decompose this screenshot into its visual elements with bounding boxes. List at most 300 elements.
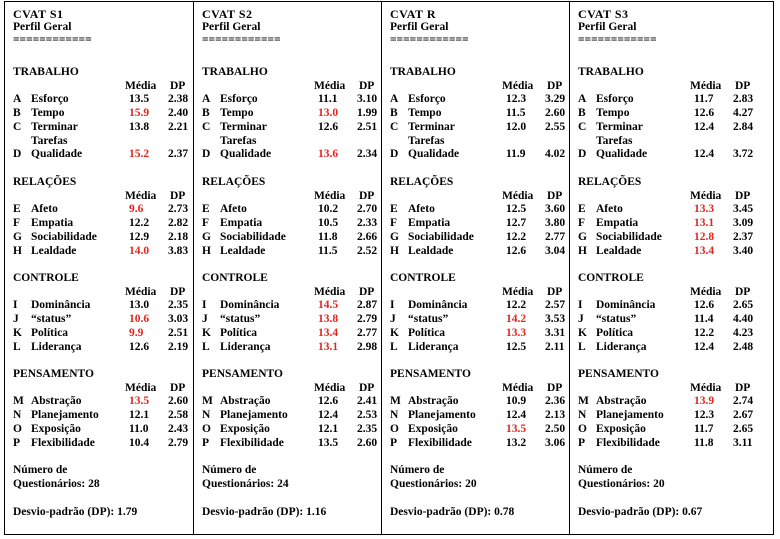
row-dp: 2.60 (545, 107, 566, 119)
row-name: Empatia (596, 217, 639, 229)
row-name: Tempo (408, 107, 442, 119)
row-letter: L (202, 341, 210, 353)
row-media: 10.2 (318, 203, 339, 215)
row-letter: E (390, 203, 398, 215)
stddev-label: Desvio-padrão (DP): (202, 506, 304, 518)
row-letter: K (202, 327, 211, 339)
row-dp: 2.18 (168, 231, 189, 243)
row-media: 12.4 (694, 121, 715, 133)
row-dp: 2.48 (733, 341, 754, 353)
row-dp: 2.83 (733, 93, 754, 105)
profile-panel (5, 2, 194, 534)
row-letter: F (13, 217, 21, 229)
row-dp: 3.11 (733, 437, 753, 449)
row-dp: 2.52 (357, 245, 378, 257)
row-name: Tempo (596, 107, 630, 119)
row-letter: M (578, 395, 589, 407)
row-dp: 3.06 (545, 437, 566, 449)
row-letter: K (390, 327, 399, 339)
stddev-label: Desvio-padrão (DP): (13, 506, 115, 518)
row-letter: P (13, 437, 21, 449)
row-media: 13.8 (129, 121, 150, 133)
row-name: Empatia (31, 217, 74, 229)
stddev-value: 0.67 (682, 506, 703, 518)
media-header: Média (502, 80, 534, 92)
row-name: Liderança (596, 341, 647, 353)
row-dp: 2.43 (168, 423, 189, 435)
row-letter: P (578, 437, 586, 449)
row-media: 12.6 (694, 107, 715, 119)
title-rule: ============ (390, 34, 469, 46)
row-dp: 3.31 (545, 327, 566, 339)
title-rule: ============ (202, 34, 281, 46)
row-dp: 2.58 (168, 409, 189, 421)
row-media: 12.2 (129, 217, 150, 229)
row-media: 12.1 (318, 423, 339, 435)
row-dp: 2.84 (733, 121, 754, 133)
row-dp: 2.53 (357, 409, 378, 421)
section-title: PENSAMENTO (202, 368, 283, 380)
count-label: Questionários: (202, 478, 275, 490)
dp-header: DP (170, 190, 186, 202)
row-dp: 4.23 (733, 327, 754, 339)
row-dp: 2.57 (545, 299, 566, 311)
dp-header: DP (547, 80, 563, 92)
row-media: 13.5 (506, 423, 527, 435)
row-dp: 3.45 (733, 203, 754, 215)
media-header: Média (690, 190, 722, 202)
count-label-line1: Número de (578, 464, 633, 476)
section-title: RELAÇÕES (13, 176, 77, 188)
row-letter: M (13, 395, 24, 407)
dp-header: DP (735, 80, 751, 92)
row-letter: I (202, 299, 207, 311)
row-dp: 3.53 (545, 313, 566, 325)
row-letter: L (13, 341, 21, 353)
row-letter: C (578, 121, 587, 133)
row-media: 13.0 (129, 299, 150, 311)
profile-panel (382, 2, 570, 534)
dp-header: DP (170, 382, 186, 394)
row-name: Lealdade (408, 245, 454, 257)
row-dp: 2.77 (545, 231, 566, 243)
row-name: Flexibilidade (596, 437, 660, 449)
row-letter: G (390, 231, 399, 243)
row-letter: H (202, 245, 211, 257)
cvat-profile-sheet (4, 1, 774, 535)
row-dp: 2.33 (357, 217, 378, 229)
stddev-label: Desvio-padrão (DP): (578, 506, 680, 518)
profile-panel (570, 2, 773, 534)
row-dp: 3.04 (545, 245, 566, 257)
row-media: 13.9 (694, 395, 715, 407)
row-name: Planejamento (31, 409, 99, 421)
row-letter: E (13, 203, 21, 215)
row-letter: G (202, 231, 211, 243)
row-letter: J (390, 313, 396, 325)
row-letter: I (13, 299, 18, 311)
row-media: 13.8 (318, 313, 339, 325)
row-media: 14.5 (318, 299, 339, 311)
row-letter: J (578, 313, 584, 325)
row-media: 12.3 (694, 409, 715, 421)
row-media: 12.5 (506, 203, 527, 215)
count-value: 20 (465, 478, 477, 490)
row-letter: N (390, 409, 399, 421)
row-dp: 2.11 (545, 341, 565, 353)
stddev-value: 1.79 (117, 506, 138, 518)
row-media: 9.9 (129, 327, 144, 339)
panel-title: CVAT S2 (202, 7, 253, 21)
media-header: Média (690, 80, 722, 92)
section-title: CONTROLE (13, 272, 79, 284)
count-value: 24 (277, 478, 289, 490)
row-dp: 2.36 (545, 395, 566, 407)
row-media: 9.6 (129, 203, 144, 215)
row-name: Esforço (31, 93, 69, 105)
row-media: 10.9 (506, 395, 527, 407)
row-name: Política (31, 327, 69, 339)
row-name: Empatia (220, 217, 263, 229)
row-letter: I (390, 299, 395, 311)
row-letter: E (578, 203, 586, 215)
row-letter: H (578, 245, 587, 257)
media-header: Média (125, 190, 157, 202)
row-name: Sociabilidade (408, 231, 474, 243)
row-dp: 2.50 (545, 423, 566, 435)
row-name: Esforço (408, 93, 446, 105)
media-header: Média (314, 80, 346, 92)
row-media: 13.2 (506, 437, 527, 449)
row-name: Planejamento (596, 409, 664, 421)
row-name: Liderança (31, 341, 82, 353)
section-title: TRABALHO (390, 66, 456, 78)
row-dp: 3.60 (545, 203, 566, 215)
row-name: Lealdade (220, 245, 266, 257)
row-name: Liderança (220, 341, 271, 353)
row-name: Empatia (408, 217, 451, 229)
row-name: Política (596, 327, 634, 339)
row-media: 11.4 (694, 313, 714, 325)
section-title: CONTROLE (202, 272, 268, 284)
row-name: “status” (596, 313, 637, 325)
stddev-line (578, 506, 702, 519)
row-dp: 2.51 (357, 121, 378, 133)
row-dp: 3.80 (545, 217, 566, 229)
row-dp: 3.10 (357, 93, 378, 105)
row-dp: 1.99 (357, 107, 378, 119)
row-dp: 2.37 (733, 231, 754, 243)
row-dp: 2.21 (168, 121, 189, 133)
row-media: 12.6 (129, 341, 150, 353)
row-media: 12.4 (506, 409, 527, 421)
row-name: Lealdade (596, 245, 642, 257)
row-media: 13.4 (694, 245, 715, 257)
row-dp: 2.65 (733, 299, 754, 311)
row-media: 12.9 (129, 231, 150, 243)
row-name-wrap: Tarefas (31, 135, 68, 147)
section-title: RELAÇÕES (390, 176, 454, 188)
row-name-wrap: Tarefas (408, 135, 445, 147)
row-media: 12.4 (694, 148, 715, 160)
row-letter: O (13, 423, 22, 435)
media-header: Média (314, 382, 346, 394)
row-name: Terminar (220, 121, 267, 133)
section-title: PENSAMENTO (578, 368, 659, 380)
row-letter: D (578, 148, 587, 160)
row-letter: L (578, 341, 586, 353)
row-dp: 2.87 (357, 299, 378, 311)
row-dp: 2.77 (357, 327, 378, 339)
row-media: 10.6 (129, 313, 150, 325)
row-media: 13.6 (318, 148, 339, 160)
row-media: 11.8 (318, 231, 338, 243)
row-media: 12.4 (694, 341, 715, 353)
row-dp: 4.02 (545, 148, 566, 160)
row-media: 12.6 (506, 245, 527, 257)
row-name: Terminar (408, 121, 455, 133)
row-letter: N (202, 409, 211, 421)
row-dp: 3.72 (733, 148, 754, 160)
row-dp: 2.55 (545, 121, 566, 133)
row-media: 11.7 (694, 423, 714, 435)
row-media: 13.0 (318, 107, 339, 119)
row-dp: 2.35 (357, 423, 378, 435)
row-letter: K (13, 327, 22, 339)
count-label-line1: Número de (390, 464, 445, 476)
media-header: Média (690, 286, 722, 298)
row-dp: 2.19 (168, 341, 189, 353)
row-letter: J (13, 313, 19, 325)
row-name: Lealdade (31, 245, 77, 257)
row-name: Sociabilidade (220, 231, 286, 243)
count-label: Questionários: (13, 478, 86, 490)
dp-header: DP (735, 286, 751, 298)
section-title: RELAÇÕES (578, 176, 642, 188)
count-label-line2 (390, 478, 477, 491)
row-name: Qualidade (408, 148, 460, 160)
row-name: Abstração (408, 395, 459, 407)
row-dp: 2.40 (168, 107, 189, 119)
row-media: 12.7 (506, 217, 527, 229)
dp-header: DP (547, 190, 563, 202)
row-media: 12.2 (506, 299, 527, 311)
row-media: 10.5 (318, 217, 339, 229)
row-media: 12.8 (694, 231, 715, 243)
title-rule: ============ (13, 34, 92, 46)
row-media: 14.0 (129, 245, 150, 257)
row-name: Planejamento (408, 409, 476, 421)
row-name: “status” (220, 313, 261, 325)
row-dp: 2.41 (357, 395, 378, 407)
row-dp: 4.40 (733, 313, 754, 325)
row-dp: 2.60 (168, 395, 189, 407)
row-letter: D (390, 148, 399, 160)
row-dp: 2.60 (357, 437, 378, 449)
row-letter: J (202, 313, 208, 325)
row-letter: O (202, 423, 211, 435)
row-letter: B (202, 107, 210, 119)
row-dp: 2.51 (168, 327, 189, 339)
row-letter: D (202, 148, 211, 160)
count-label-line2 (202, 478, 289, 491)
row-media: 12.4 (318, 409, 339, 421)
row-name: Terminar (596, 121, 643, 133)
dp-header: DP (359, 286, 375, 298)
row-letter: O (578, 423, 587, 435)
row-letter: C (202, 121, 211, 133)
row-media: 12.1 (129, 409, 150, 421)
row-media: 11.7 (694, 93, 714, 105)
row-name: Flexibilidade (220, 437, 284, 449)
row-dp: 2.37 (168, 148, 189, 160)
row-name: Tempo (31, 107, 65, 119)
row-dp: 2.35 (168, 299, 189, 311)
row-media: 13.5 (318, 437, 339, 449)
row-media: 13.4 (318, 327, 339, 339)
row-letter: K (578, 327, 587, 339)
row-media: 13.5 (129, 93, 150, 105)
row-media: 10.4 (129, 437, 150, 449)
row-name: Dominância (220, 299, 280, 311)
row-name: Qualidade (31, 148, 83, 160)
row-name: Qualidade (220, 148, 272, 160)
row-name: Sociabilidade (31, 231, 97, 243)
row-name-wrap: Tarefas (596, 135, 633, 147)
media-header: Média (690, 382, 722, 394)
row-media: 15.9 (129, 107, 150, 119)
dp-header: DP (547, 382, 563, 394)
row-name: Liderança (408, 341, 459, 353)
row-media: 11.9 (506, 148, 526, 160)
row-dp: 3.29 (545, 93, 566, 105)
count-label: Questionários: (578, 478, 651, 490)
row-media: 11.5 (318, 245, 338, 257)
count-value: 28 (88, 478, 100, 490)
media-header: Média (314, 190, 346, 202)
count-label-line1: Número de (202, 464, 257, 476)
row-letter: C (13, 121, 22, 133)
row-letter: N (578, 409, 587, 421)
row-media: 12.2 (694, 327, 715, 339)
section-title: TRABALHO (13, 66, 79, 78)
profile-panel (194, 2, 382, 534)
media-header: Média (502, 286, 534, 298)
row-name: Flexibilidade (31, 437, 95, 449)
row-media: 14.2 (506, 313, 527, 325)
count-value: 20 (653, 478, 665, 490)
row-letter: E (202, 203, 210, 215)
row-media: 13.3 (506, 327, 527, 339)
row-letter: C (390, 121, 399, 133)
panel-title: CVAT R (390, 7, 437, 21)
row-dp: 2.82 (168, 217, 189, 229)
row-letter: M (202, 395, 213, 407)
row-letter: F (202, 217, 210, 229)
media-header: Média (502, 190, 534, 202)
row-name: Afeto (596, 203, 623, 215)
section-title: PENSAMENTO (390, 368, 471, 380)
section-title: RELAÇÕES (202, 176, 266, 188)
row-name: Esforço (220, 93, 258, 105)
section-title: PENSAMENTO (13, 368, 94, 380)
row-name: Abstração (31, 395, 82, 407)
row-letter: N (13, 409, 22, 421)
media-header: Média (502, 382, 534, 394)
media-header: Média (314, 286, 346, 298)
row-dp: 2.13 (545, 409, 566, 421)
row-name: Abstração (220, 395, 271, 407)
count-label-line2 (13, 478, 100, 491)
stddev-line (13, 506, 137, 519)
row-name: “status” (31, 313, 72, 325)
row-dp: 4.27 (733, 107, 754, 119)
row-dp: 2.70 (357, 203, 378, 215)
row-letter: G (13, 231, 22, 243)
count-label-line2 (578, 478, 665, 491)
panel-subtitle: Perfil Geral (13, 21, 72, 33)
row-letter: B (13, 107, 21, 119)
row-name: Política (408, 327, 446, 339)
row-letter: A (578, 93, 587, 105)
dp-header: DP (735, 382, 751, 394)
panel-title: CVAT S1 (13, 7, 64, 21)
row-letter: P (390, 437, 398, 449)
row-media: 11.0 (129, 423, 149, 435)
row-name: “status” (408, 313, 449, 325)
media-header: Média (125, 286, 157, 298)
row-media: 12.6 (318, 395, 339, 407)
dp-header: DP (359, 382, 375, 394)
media-header: Média (125, 382, 157, 394)
row-media: 15.2 (129, 148, 150, 160)
row-media: 13.5 (129, 395, 150, 407)
row-name: Afeto (408, 203, 435, 215)
row-name: Abstração (596, 395, 647, 407)
row-name: Dominância (408, 299, 468, 311)
row-letter: B (578, 107, 586, 119)
row-media: 12.6 (694, 299, 715, 311)
row-name: Terminar (31, 121, 78, 133)
row-media: 12.6 (318, 121, 339, 133)
row-name: Exposição (31, 423, 81, 435)
row-letter: A (13, 93, 22, 105)
row-letter: H (390, 245, 399, 257)
row-dp: 2.98 (357, 341, 378, 353)
stddev-value: 0.78 (494, 506, 515, 518)
panel-subtitle: Perfil Geral (202, 21, 261, 33)
row-media: 11.1 (318, 93, 338, 105)
row-name: Exposição (220, 423, 270, 435)
row-name: Dominância (596, 299, 656, 311)
row-dp: 2.34 (357, 148, 378, 160)
row-name: Dominância (31, 299, 91, 311)
row-dp: 2.67 (733, 409, 754, 421)
dp-header: DP (359, 80, 375, 92)
row-name: Qualidade (596, 148, 648, 160)
row-letter: L (390, 341, 398, 353)
stddev-label: Desvio-padrão (DP): (390, 506, 492, 518)
panel-subtitle: Perfil Geral (390, 21, 449, 33)
dp-header: DP (359, 190, 375, 202)
row-letter: B (390, 107, 398, 119)
row-name: Sociabilidade (596, 231, 662, 243)
row-media: 13.1 (694, 217, 715, 229)
row-dp: 2.66 (357, 231, 378, 243)
row-dp: 2.79 (357, 313, 378, 325)
section-title: CONTROLE (578, 272, 644, 284)
row-media: 13.1 (318, 341, 339, 353)
